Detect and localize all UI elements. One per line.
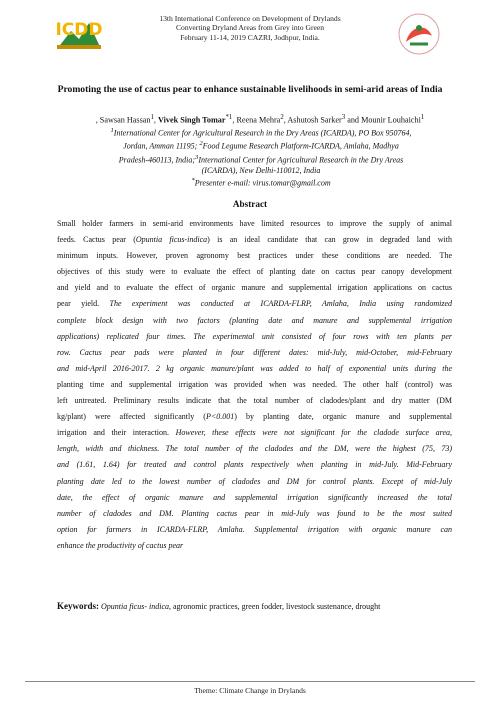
abstract-line: enhance the productivity of cactus pear (57, 540, 184, 550)
abstract-heading: Abstract (232, 199, 268, 209)
affiliation-2b-text: Food Legume Research Platform-ICARDA, Amlaha, Madhya (202, 141, 399, 151)
paper-title: Promoting the use of cactus pear to enhance sustainable livelihoods in semi-arid areas of India (57, 84, 443, 95)
abstract-line: row. Cactus pear pads were planted in four different dates: mid-July, mid-October, mid-February (57, 347, 452, 357)
affiliation-3b-sup: 3 (195, 153, 199, 161)
abstract-line: and (1.61, 1.64) for treated and control plants respectively when planting in mid-July. Mid-February (57, 460, 452, 470)
author-fifth: and Mounir Louhaichi (345, 115, 421, 125)
author-presenter: Vivek Singh Tomar (158, 115, 226, 125)
footer-theme: Theme: Climate Change in Drylands (194, 686, 306, 695)
abstract-line: pear yield. The experiment was conducted at ICARDA-FLRP, Amlaha, India using randomized (57, 299, 452, 309)
conference-header (130, 14, 370, 42)
abstract-line: feeds. Cactus pear (Opuntia ficus-indica) is an ideal candidate that can grow in degraded land with (57, 235, 452, 245)
affiliation-1-sup: 1 (110, 127, 114, 134)
affiliation-5-text: Presenter e-mail: virus.tomar@gmail.com (194, 179, 331, 188)
affiliation-3b-text: International Center for Agricultural Research in the Dry Areas (198, 155, 404, 165)
affiliation-2b-sup: 2 (199, 140, 203, 148)
author-fourth: , Ashutosh Sarker (283, 115, 342, 125)
abstract-line: date, the effect of organic manure and supplemental irrigation significantly increased the total (57, 492, 452, 502)
abstract-line: number of cladodes and DM. Planting cactus pear in mid-July was found to be the most suited (57, 508, 452, 518)
abstract-line: applications) replicated four times. The experimental unit consisted of four rows with ten plants per (57, 331, 452, 341)
author-fourth-sup: 3 (341, 114, 346, 121)
conference-line-3: February 11-14, 2019 CAZRI, Jodhpur, India. (180, 32, 320, 42)
conference-line-2: Converting Dryland Areas from Grey into Green (175, 23, 325, 33)
abstract-line: left untreated. Preliminary results indicate that the total number of cladodes/plant and dry matter (DM (57, 396, 452, 406)
keywords-rest: , agronomic practices, green fodder, livestock sustenance, drought (169, 602, 381, 611)
abstract-line: and mid-April 2016-2017. 2 kg organic manure/plant was added to half of exponential units during the (57, 363, 452, 373)
abstract-line: and yield and to evaluate the effect of organic manure and supplemental irrigation applications on cactus (57, 283, 452, 293)
conference-line-1: 13th International Conference on Development of Drylands (159, 14, 341, 23)
affiliation-line-2 (86, 139, 436, 152)
author-fifth-sup: 1 (420, 114, 425, 121)
affiliation-1-text: International Center for Agricultural Research in the Dry Areas (ICARDA), PO Box 950764, (113, 128, 412, 138)
abstract-line: objectives of this study were to evaluate the effect of planting date on cactus pear canopy development (57, 267, 452, 277)
affiliation-line-3 (86, 153, 436, 166)
abstract-body (57, 216, 452, 554)
abstract-line: planting time and supplemental irrigation was provided when was needed. The other half (control) was (57, 379, 452, 389)
abstract-line: length, width and thickness. The total number of the cladodes and the DM, were the highest (75, 73) (57, 444, 452, 454)
abstract-line: kg/plant) were affected significantly (P<0.001) by planting date, organic manure and supplemental (57, 412, 452, 422)
affiliations (86, 126, 436, 190)
affiliation-line-5 (86, 176, 436, 189)
conference-logo-text: ICDD (55, 20, 103, 40)
abstract-line: planting date led to the lowest number of cladodes and DM for control plants. Except of mid-July (57, 476, 452, 486)
keywords (57, 601, 457, 611)
footer-divider (25, 681, 475, 682)
author-list: , Sawsan Hassan$^1$, Vivek Singh Tomar$^{*1}$, Reena Mehra$^2$, Ashutosh Sarker$^3$ and Mounir Louhaichi$^1$ (95, 114, 425, 125)
author-presenter-sup: *1 (225, 114, 233, 121)
institute-logo (396, 12, 442, 56)
author-first: , Sawsan Hassan (95, 115, 151, 125)
abstract-line: option for farmers in ICARDA-FLRP, Amlaha. Supplemental irrigation with organic manure can (57, 524, 452, 534)
institute-logo-icon (396, 12, 442, 56)
keywords-label: Keywords: (57, 601, 99, 611)
conference-logo (53, 13, 105, 53)
affiliation-line-1 (86, 126, 436, 139)
conference-logo-icon (53, 13, 105, 53)
author-third: , Reena Mehra (232, 115, 281, 125)
author-third-sup: 2 (280, 114, 284, 121)
abstract-line: irrigation and their interaction. However, these effects were not significant for the cladode surface area, (57, 428, 453, 438)
abstract-line: Small holder farmers in semi-arid environments have limited resources to improve the supply of animal (57, 219, 452, 228)
affiliation-3-text: Pradesh-460113, India; (118, 155, 196, 165)
affiliation-5-sup: * (191, 177, 195, 185)
author-first-sup: 1 (150, 114, 154, 121)
affiliation-4-text: (ICARDA), New Delhi-110012, India (201, 165, 321, 175)
keywords-italic: Opuntia ficus- indica (101, 602, 169, 611)
affiliation-line-4 (86, 166, 436, 177)
abstract-line: minimum inputs. However, proven agronomy best practices under these conditions are needed. The (57, 251, 452, 261)
affiliation-2-text: Jordan, Amman 11195; (123, 141, 200, 151)
abstract-line: complete block design with two factors (planting date and manure and supplemental irrigation (57, 315, 452, 325)
